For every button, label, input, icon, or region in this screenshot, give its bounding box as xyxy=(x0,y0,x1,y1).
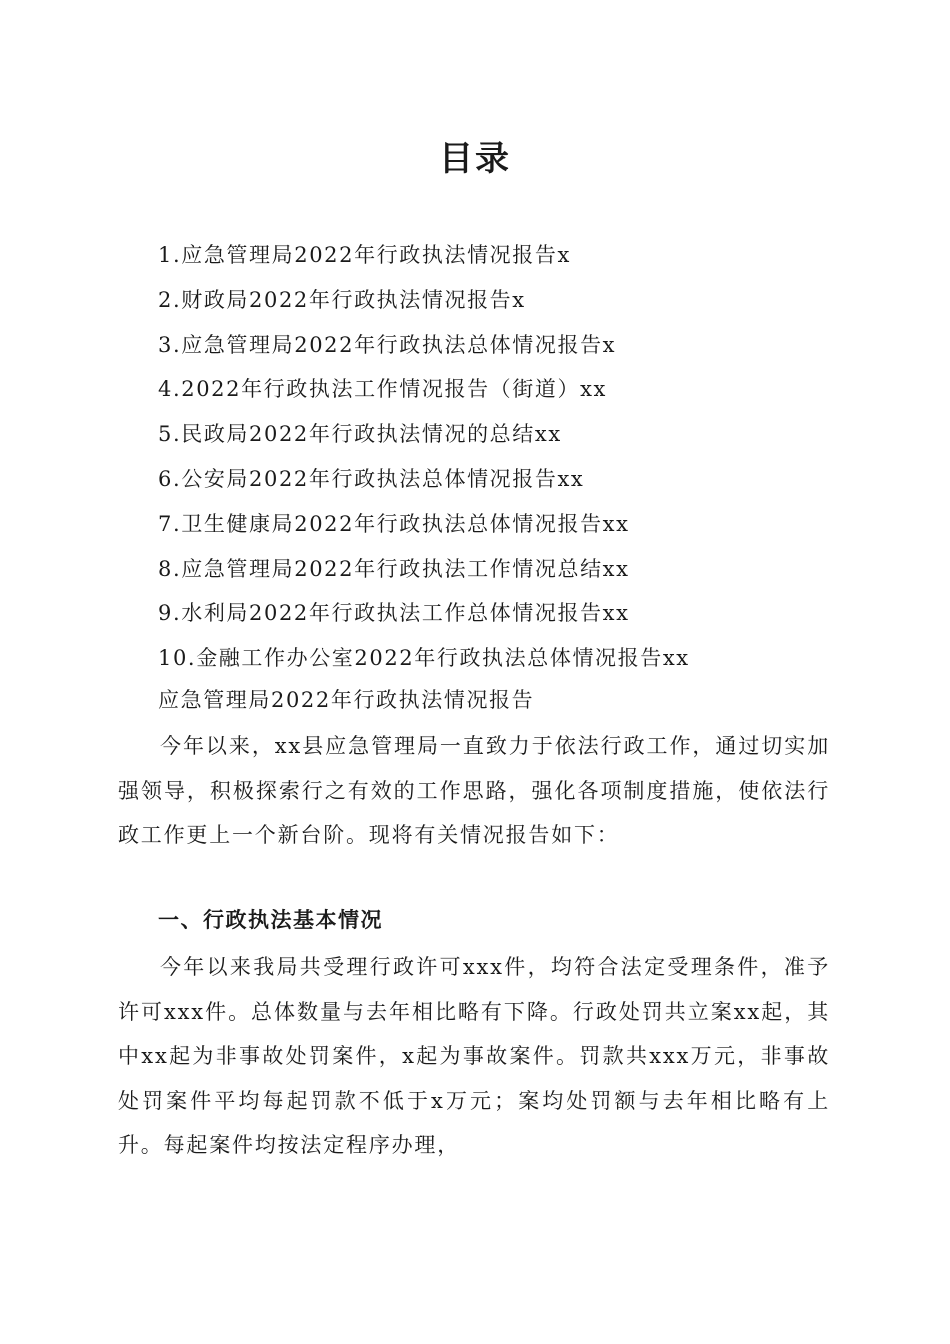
toc-item: 9.水利局2022年行政执法工作总体情况报告xx xyxy=(158,601,630,626)
toc-item: 3.应急管理局2022年行政执法总体情况报告x xyxy=(158,332,617,357)
toc-item: 8.应急管理局2022年行政执法工作情况总结xx xyxy=(158,556,630,581)
section-heading: 一、行政执法基本情况 xyxy=(158,908,383,932)
table-of-contents xyxy=(158,233,690,681)
page-title: 目录 xyxy=(439,139,511,179)
document-title: 应急管理局2022年行政执法情况报告 xyxy=(158,688,535,712)
toc-item: 1.应急管理局2022年行政执法情况报告x xyxy=(158,243,571,267)
toc-item: 7.卫生健康局2022年行政执法总体情况报告xx xyxy=(158,511,630,536)
toc-item: 5.民政局2022年行政执法情况的总结xx xyxy=(158,422,562,447)
section-paragraph: 今年以来我局共受理行政许可xxx件，均符合法定受理条件，准予许可xxx件。总体数量与去年相比略有下降。行政处罚共立案xx起，其中xx起为非事故处罚案件，x起为事故案件。罚款共xxx万元，非事故处罚案件平均每起罚款不低于x万元；案均处罚额与去年相比略有上升。每起案件均按法定程序办理， xyxy=(118,955,830,1157)
toc-item: 2.财政局2022年行政执法情况报告x xyxy=(158,287,526,312)
intro-paragraph: 今年以来，xx县应急管理局一直致力于依法行政工作，通过切实加强领导，积极探索行之有效的工作思路，强化各项制度措施，使依法行政工作更上一个新台阶。现将有关情况报告如下： xyxy=(118,734,830,847)
toc-item: 6.公安局2022年行政执法总体情况报告xx xyxy=(158,466,585,491)
toc-item: 4.2022年行政执法工作情况报告（街道）xx xyxy=(158,377,607,402)
toc-item: 10.金融工作办公室2022年行政执法总体情况报告xx xyxy=(158,646,690,671)
